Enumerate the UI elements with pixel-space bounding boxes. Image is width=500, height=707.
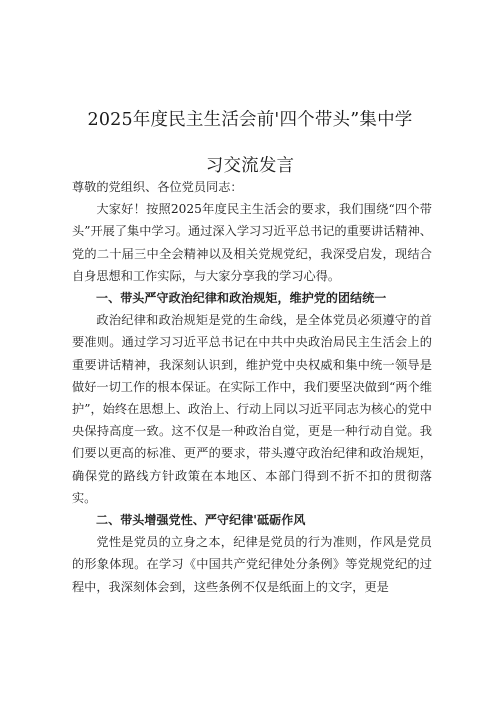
section-1-paragraph: 政治纪律和政治规矩是党的生命线，是全体党员必须遵守的首要准则。通过学习习近平总书记在中共中央政治局民主生活会上的重要讲话精神，我深刻认识到，维护党中央权威和集中统一领导是做好一切工作的根本保证。在实际工作中，我们要坚决做到“两个维护”，始终在思想上、政治上、行动上同以习近平同志为核心的党中央保持高度一致。这不仅是一种政治自觉，更是一种行动自觉。我们要以更高的标准、更严的要求，带头遵守政治纪律和政治规矩，确保党的路线方针政策在本地区、本部门得到不折不扣的贯彻落实。 bbox=[72, 313, 432, 505]
salutation: 尊敬的党组织、各位党员同志： bbox=[72, 180, 243, 194]
section-1-heading: 一、带头严守政治纪律和政治规矩，维护党的团结统一 bbox=[96, 291, 387, 306]
document-title-line-1: 2025年度民主生活会前'四个带头”集中学 bbox=[87, 110, 413, 130]
document-body bbox=[72, 176, 432, 598]
section-2-heading: 二、带头增强党性、严守纪律'砥砺作风 bbox=[96, 513, 306, 528]
document-title-line-2: 习交流发言 bbox=[205, 156, 295, 176]
section-2-paragraph: 党性是党员的立身之本，纪律是党员的行为准则，作风是党员的形象体现。在学习《中国共产党纪律处分条例》等党规党纪的过程中，我深刻体会到，这些条例不仅是纸面上的文字，更是 bbox=[72, 535, 432, 594]
intro-paragraph: 大家好！按照2025年度民主生活会的要求，我们围绕“四个带头”开展了集中学习。通过深入学习习近平总书记的重要讲话精神、党的二十届三中全会精神以及相关党规党纪，我深受启发，现结合自身思想和工作实际，与大家分享我的学习心得。 bbox=[72, 202, 432, 283]
